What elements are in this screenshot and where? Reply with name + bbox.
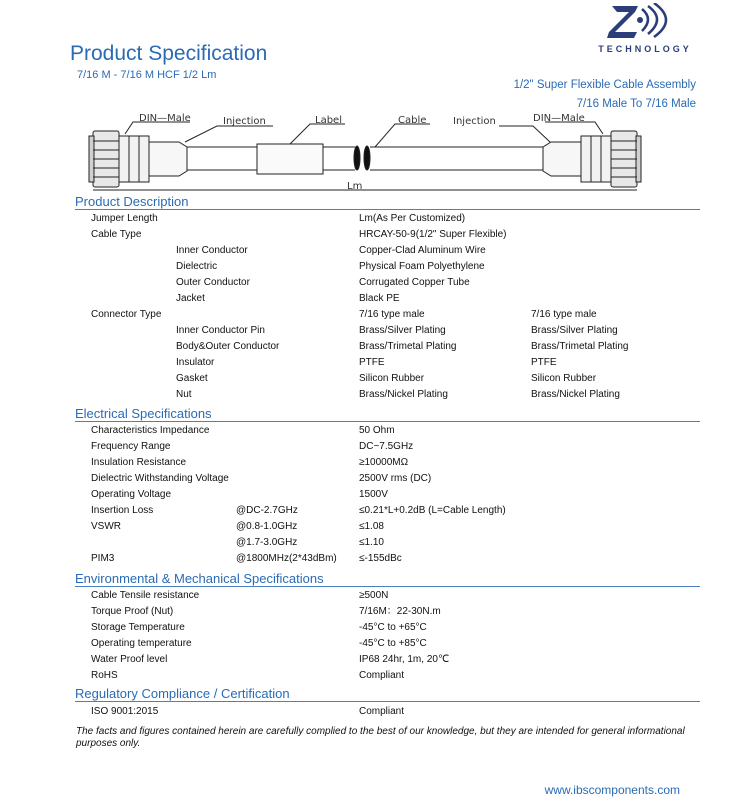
cell-a: Frequency Range xyxy=(91,441,171,452)
cell-d: Brass/Trimetal Plating xyxy=(531,341,629,352)
table-row xyxy=(0,275,750,291)
label-din-male-left: DIN—Male xyxy=(139,113,191,124)
website-link[interactable]: www.ibscomponents.com xyxy=(544,783,680,797)
label-label: Label xyxy=(315,115,342,126)
logo-wordmark: TECHNOLOGY xyxy=(598,44,692,54)
assembly-connectors: 7/16 Male To 7/16 Male xyxy=(576,98,696,110)
table-row xyxy=(0,323,750,339)
cell-a: ISO 9001:2015 xyxy=(91,706,159,717)
table-row xyxy=(0,339,750,355)
table-row xyxy=(0,652,750,668)
cell-c: HRCAY-50-9(1/2" Super Flexible) xyxy=(359,229,507,240)
cell-a: Operating Voltage xyxy=(91,489,172,500)
cell-d: Brass/Silver Plating xyxy=(531,325,618,336)
cell-a: Characteristics Impedance xyxy=(91,425,210,436)
cell-c: Black PE xyxy=(359,293,400,304)
section-product-description: Product Description xyxy=(75,194,700,210)
cell-b: Insulator xyxy=(176,357,215,368)
cell-d: Brass/Nickel Plating xyxy=(531,389,620,400)
cell-a: PIM3 xyxy=(91,553,115,564)
cell-c: Lm(As Per Customized) xyxy=(359,213,466,224)
table-row xyxy=(0,307,750,323)
table-row xyxy=(0,551,750,567)
section-environmental-mechanical: Environmental & Mechanical Specifications xyxy=(75,571,700,587)
cell-c: DC~7.5GHz xyxy=(359,441,414,452)
table-row xyxy=(0,423,750,439)
cell-b: @DC-2.7GHz xyxy=(236,505,298,516)
cell-a: Insertion Loss xyxy=(91,505,154,516)
cable-assembly-diagram xyxy=(85,112,645,197)
cell-b: Jacket xyxy=(176,293,205,304)
cell-b: @1.7-3.0GHz xyxy=(236,537,298,548)
cell-c: ≥10000MΩ xyxy=(359,457,409,468)
cell-b: @1800MHz(2*43dBm) xyxy=(236,553,337,564)
cell-a: Operating temperature xyxy=(91,638,192,649)
cell-a: Cable Tensile resistance xyxy=(91,590,200,601)
cell-a: Jumper Length xyxy=(91,213,158,224)
section-electrical-specifications: Electrical Specifications xyxy=(75,406,700,422)
table-row xyxy=(0,291,750,307)
table-row xyxy=(0,455,750,471)
table-row xyxy=(0,636,750,652)
table-row xyxy=(0,387,750,403)
product-subtitle: 7/16 M - 7/16 M HCF 1/2 Lm xyxy=(77,69,217,81)
cable-drawing xyxy=(89,122,641,190)
cell-d: Silicon Rubber xyxy=(531,373,597,384)
cell-a: Connector Type xyxy=(91,309,162,320)
cell-a: VSWR xyxy=(91,521,121,532)
table-row xyxy=(0,227,750,243)
cell-c: ≥500N xyxy=(359,590,389,601)
cell-a: Cable Type xyxy=(91,229,142,240)
cell-c: Compliant xyxy=(359,670,405,681)
table-row xyxy=(0,439,750,455)
table-row xyxy=(0,487,750,503)
disclaimer-note: The facts and figures contained herein are carefully complied to the best of our knowledge, but they are intended for general informational purposes only. xyxy=(76,726,685,749)
table-row xyxy=(0,471,750,487)
cell-c: 50 Ohm xyxy=(359,425,395,436)
table-row xyxy=(0,259,750,275)
cell-b: @0.8-1.0GHz xyxy=(236,521,298,532)
cell-c: Brass/Nickel Plating xyxy=(359,389,448,400)
table-row xyxy=(0,371,750,387)
cell-b: Inner Conductor xyxy=(176,245,248,256)
table-row xyxy=(0,535,750,551)
cell-b: Dielectric xyxy=(176,261,218,272)
cell-c: 7/16 type male xyxy=(359,309,425,320)
table-row xyxy=(0,620,750,636)
cell-c: ≤-155dBc xyxy=(359,553,402,564)
cell-a: Storage Temperature xyxy=(91,622,185,633)
cell-c: Silicon Rubber xyxy=(359,373,425,384)
cell-c: ≤1.08 xyxy=(359,521,384,532)
section-regulatory-compliance: Regulatory Compliance / Certification xyxy=(75,686,700,702)
page-title: Product Specification xyxy=(70,42,268,65)
cell-b: Gasket xyxy=(176,373,208,384)
cell-a: RoHS xyxy=(91,670,118,681)
cell-b: Body&Outer Conductor xyxy=(176,341,280,352)
table-row xyxy=(0,668,750,684)
cell-c: Copper-Clad Aluminum Wire xyxy=(359,245,486,256)
cell-c: ≤1.10 xyxy=(359,537,384,548)
cell-c: 2500V rms (DC) xyxy=(359,473,432,484)
cell-c: Brass/Silver Plating xyxy=(359,325,446,336)
cell-c: 1500V xyxy=(359,489,388,500)
cell-b: Nut xyxy=(176,389,192,400)
cell-b: Outer Conductor xyxy=(176,277,250,288)
cell-a: Dielectric Withstanding Voltage xyxy=(91,473,229,484)
cell-c: Physical Foam Polyethylene xyxy=(359,261,485,272)
cell-d: 7/16 type male xyxy=(531,309,597,320)
cell-a: Water Proof level xyxy=(91,654,168,665)
cell-c: Compliant xyxy=(359,706,405,717)
assembly-title: 1/2" Super Flexible Cable Assembly xyxy=(513,79,696,91)
table-row xyxy=(0,243,750,259)
table-row xyxy=(0,503,750,519)
table-row xyxy=(0,211,750,227)
cell-c: Brass/Trimetal Plating xyxy=(359,341,457,352)
cell-c: IP68 24hr, 1m, 20℃ xyxy=(359,654,450,665)
table-row xyxy=(0,519,750,535)
cell-b: Inner Conductor Pin xyxy=(176,325,265,336)
label-injection-right: Injection xyxy=(453,116,496,127)
cell-c: ≤0.21*L+0.2dB (L=Cable Length) xyxy=(359,505,506,516)
cell-c: -45°C to +85°C xyxy=(359,638,427,649)
cell-c: Corrugated Copper Tube xyxy=(359,277,470,288)
cell-d: PTFE xyxy=(531,357,557,368)
table-row xyxy=(0,588,750,604)
label-injection-left: Injection xyxy=(223,116,266,127)
label-din-male-right: DIN—Male xyxy=(533,113,585,124)
table-row xyxy=(0,604,750,620)
cell-a: Torque Proof (Nut) xyxy=(91,606,174,617)
cell-c: PTFE xyxy=(359,357,385,368)
label-length: Lm xyxy=(347,181,363,192)
table-row xyxy=(0,704,750,720)
table-row xyxy=(0,355,750,371)
label-cable: Cable xyxy=(398,115,427,126)
cell-c: 7/16M：22-30N.m xyxy=(359,606,441,617)
cell-a: Insulation Resistance xyxy=(91,457,187,468)
cell-c: -45°C to +65°C xyxy=(359,622,427,633)
